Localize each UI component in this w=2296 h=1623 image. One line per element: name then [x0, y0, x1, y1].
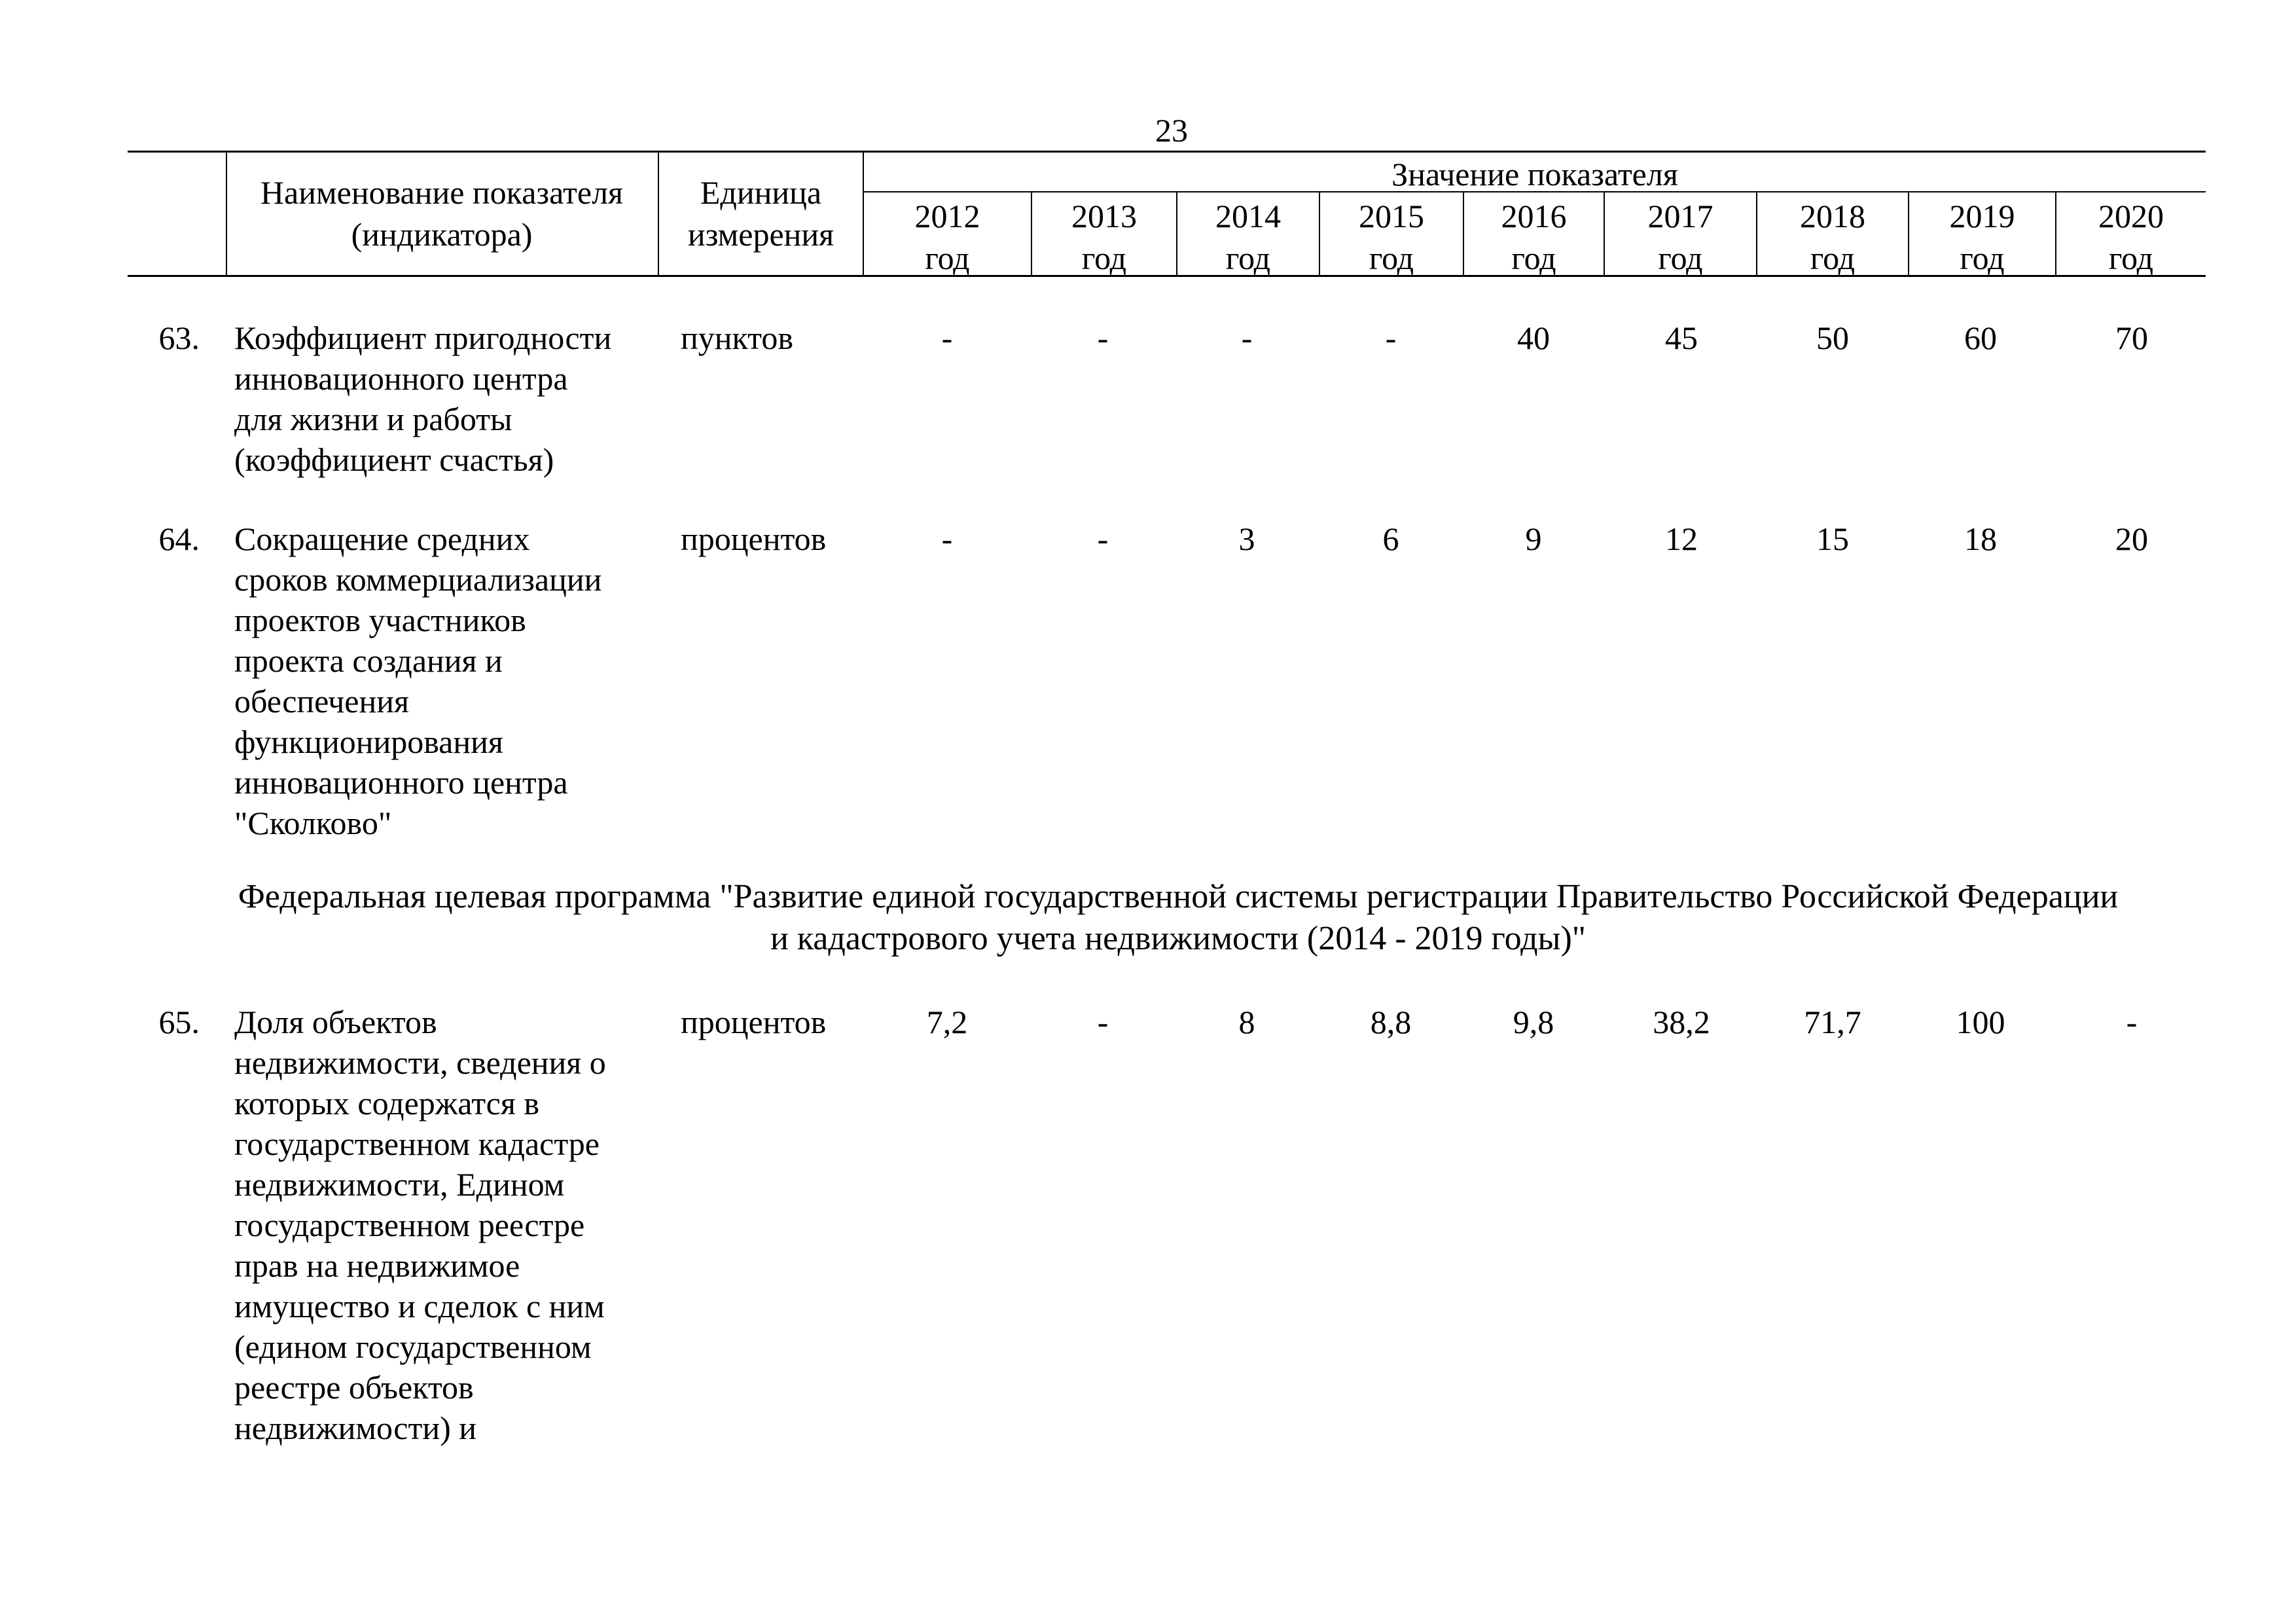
value-2019: 18 [1964, 520, 1997, 557]
unit: процентов [681, 1004, 827, 1040]
value-2014: - [1241, 319, 1253, 356]
header-year-2013: 2013 год [1071, 198, 1137, 276]
value-2019: 60 [1964, 319, 1997, 356]
header-value-group: Значение показателя [1391, 156, 1678, 192]
indicator-name: Доля объектов недвижимости, сведения о которых содержатся в государственном кадастре недвижимости, Едином государственном реестре прав на недвижимое имущество и сделок с ним (едином государственном реестре объектов недвижимости) и [234, 1004, 606, 1446]
row-number: 65. [158, 1004, 200, 1040]
value-2012: 7,2 [926, 1004, 968, 1040]
header-year-2015: 2015 год [1359, 198, 1424, 276]
header-unit: Единица измерения [687, 174, 834, 253]
header-year-2019: 2019 год [1949, 198, 2015, 276]
value-2013: - [1097, 1004, 1109, 1040]
value-2015: 8,8 [1370, 1004, 1412, 1040]
value-2016: 40 [1517, 319, 1550, 356]
value-2016: 9,8 [1513, 1004, 1554, 1040]
value-2013: - [1097, 520, 1109, 557]
value-2018: 50 [1816, 319, 1849, 356]
header-year-2017: 2017 год [1647, 198, 1713, 276]
header-year-2012: 2012 год [914, 198, 980, 276]
indicator-name: Коэффициент пригодности инновационного центра для жизни и работы (коэффициент счастья) [234, 319, 612, 478]
value-2015: - [1385, 319, 1397, 356]
value-2017: 45 [1665, 319, 1698, 356]
header-year-2018: 2018 год [1800, 198, 1865, 276]
header-top-rule [128, 151, 2206, 153]
value-2014: 8 [1238, 1004, 1255, 1040]
unit: пунктов [681, 319, 793, 356]
header-year-2016: 2016 год [1501, 198, 1567, 276]
value-2014: 3 [1238, 520, 1255, 557]
section-title-line-2: и кадастрового учета недвижимости (2014 - 2019 годы)" [770, 920, 1587, 957]
value-2016: 9 [1525, 520, 1542, 557]
page-number: 23 [1155, 112, 1188, 149]
unit: процентов [681, 520, 827, 557]
value-2020: 20 [2115, 520, 2148, 557]
value-2018: 15 [1816, 520, 1849, 557]
value-2012: - [941, 319, 953, 356]
row-number: 63. [158, 319, 200, 356]
value-2018: 71,7 [1804, 1004, 1861, 1040]
header-indicator-name: Наименование показателя (индикатора) [260, 174, 624, 253]
header-divider [658, 152, 659, 275]
value-2020: 70 [2115, 319, 2148, 356]
header-year-2020: 2020 год [2098, 198, 2164, 276]
value-2017: 38,2 [1653, 1004, 1710, 1040]
value-2020: - [2126, 1004, 2138, 1040]
section-title [131, 876, 2225, 960]
header-divider [226, 152, 227, 275]
header-year-2014: 2014 год [1215, 198, 1281, 276]
indicator-name: Сокращение средних сроков коммерциализации проектов участников проекта создания и обеспечения функционирования инновационного центра "Сколково" [234, 520, 602, 841]
value-2019: 100 [1956, 1004, 2005, 1040]
value-2015: 6 [1382, 520, 1399, 557]
value-2017: 12 [1665, 520, 1698, 557]
section-title-line-1: Федеральная целевая программа "Развитие единой государственной системы регистрации Правительство Российской Федерации [238, 878, 2119, 915]
row-number: 64. [158, 520, 200, 557]
value-2012: - [941, 520, 953, 557]
value-2013: - [1097, 319, 1109, 356]
